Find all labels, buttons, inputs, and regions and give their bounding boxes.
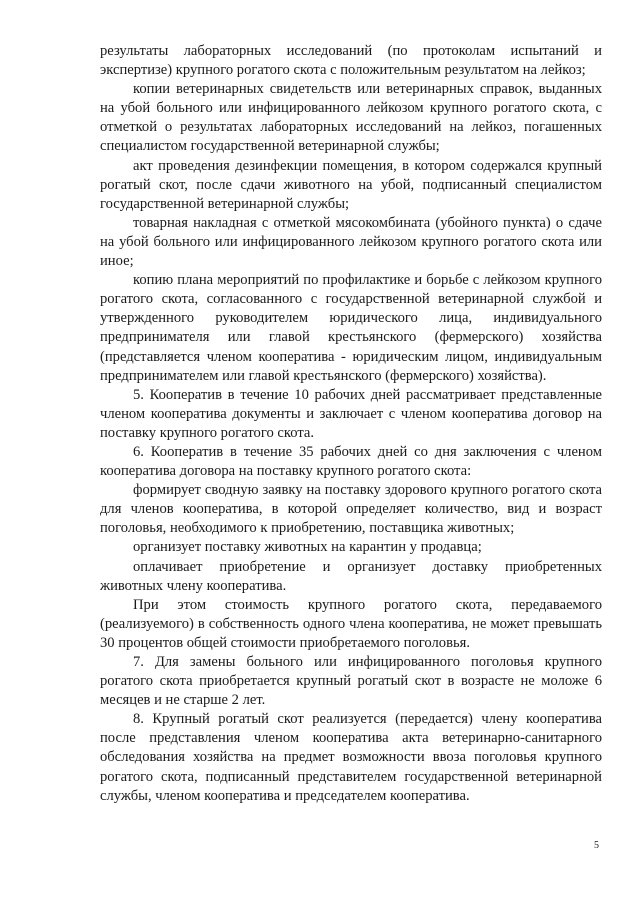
paragraph-disinfection-act: акт проведения дезинфекции помещения, в котором содержался крупный рогатый скот, после сдачи животного на убой, подписанный специалистом государственной ветеринарной службы; (100, 157, 602, 212)
document-body (100, 42, 602, 806)
paragraph-vet-certificates: копии ветеринарных свидетельств или ветеринарных справок, выданных на убой больного или инфицированного лейкозом крупного рогатого скота, с отметкой о результатах лабораторных исследований на лейкоз, погашенных специалистом государственной ветеринарной службы; (100, 81, 602, 155)
paragraph-waybill: товарная накладная с отметкой мясокомбината (убойного пункта) о сдаче на убой больного или инфицированного лейкозом крупного рогатого скота или иное; (100, 214, 602, 270)
page-number: 5 (594, 840, 599, 851)
paragraph-quarantine: организует поставку животных на карантин у продавца; (133, 539, 482, 556)
paragraph-consolidated-request: формирует сводную заявку на поставку здорового крупного рогатого скота для членов кооператива, в которой определяет количество, вид и возраст поголовья, необходимого к приобретению, поставщика животных; (100, 482, 602, 537)
paragraph-lab-results: результаты лабораторных исследований (по протоколам испытаний и экспертизе) крупного рогатого скота с положительным результатом на лейкоз; (100, 43, 602, 79)
paragraph-item-8: 8. Крупный рогатый скот реализуется (передается) члену кооператива после представления членом кооператива акта ветеринарно-санитарного обследования хозяйства на предмет возможности ввоза поголовья крупного рогатого скота, подписанный представителем государственной ветеринарной службы, членом кооператива и председателем кооператива. (100, 711, 602, 804)
paragraph-prevention-plan: копию плана мероприятий по профилактике и борьбе с лейкозом крупного рогатого скота, согласованного с государственной ветеринарной службой и утвержденного руководителем юридического лица, индивидуального предпринимателя или главой крестьянского (фермерского) хозяйства (представляется членом кооператива - юридическим лицом, индивидуальным предпринимателем или главой крестьянского (фермерского) хозяйства). (100, 272, 602, 384)
paragraph-item-7: 7. Для замены больного или инфицированного поголовья крупного рогатого скота приобретается крупный рогатый скот в возрасте не моложе 6 месяцев и не старше 2 лет. (100, 654, 602, 709)
paragraph-item-5: 5. Кооператив в течение 10 рабочих дней рассматривает представленные членом кооператива документы и заключает с членом кооператива договор на поставку крупного рогатого скота. (100, 386, 602, 441)
paragraph-cost-limit: При этом стоимость крупного рогатого скота, передаваемого (реализуемого) в собственность одного члена кооператива, не может превышать 30 процентов общей стоимости приобретаемого поголовья. (100, 596, 602, 651)
paragraph-item-6: 6. Кооператив в течение 35 рабочих дней со дня заключения с членом кооператива договора на поставку крупного рогатого скота: (100, 443, 602, 480)
paragraph-payment-delivery: оплачивает приобретение и организует доставку приобретенных животных члену кооператива. (100, 558, 602, 594)
